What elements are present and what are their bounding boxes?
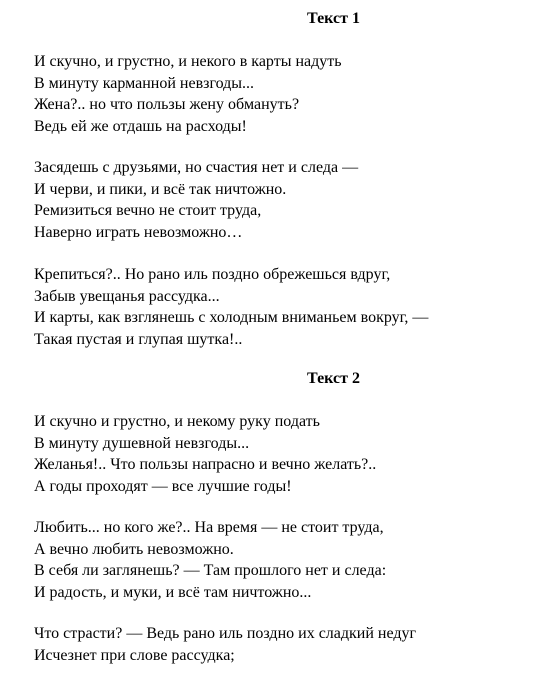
poem-line: В себя ли заглянешь? — Там прошлого нет и следа: — [34, 562, 387, 579]
poem-line: Такая пустая и глупая шутка!.. — [34, 330, 243, 348]
poem-line: Крепиться?.. Но рано иль поздно обрежешься вдруг, — [34, 266, 391, 283]
poem-line: И радость, и муки, и всё там ничтожно... — [34, 583, 312, 601]
text2-heading-label: Текст 2 — [307, 370, 360, 387]
poem-line: Засядешь с друзьями, но счастия нет и следа — — [34, 159, 359, 176]
text2-stanza-3 — [34, 623, 416, 666]
text1-heading-label: Текст 1 — [307, 10, 360, 27]
text1-stanza-3 — [34, 264, 428, 350]
text2-heading — [0, 369, 553, 389]
text1-stanza-1 — [34, 51, 342, 137]
poem-line: И скучно, и грустно, и некого в карты надуть — [34, 53, 342, 70]
text1-stanza-2 — [34, 157, 358, 243]
poem-line: А годы проходят — все лучшие годы! — [34, 477, 292, 495]
poem-line: И карты, как взглянешь с холодным вниманьем вокруг, — — [34, 309, 429, 326]
poem-line: Жена?.. но что пользы жену обмануть? — [34, 96, 300, 113]
text1-heading — [0, 9, 553, 29]
poem-line: А вечно любить невозможно. — [34, 540, 234, 558]
text2-stanza-2 — [34, 517, 386, 603]
poem-line: Ведь ей же отдашь на расходы! — [34, 117, 247, 135]
poem-line: И черви, и пики, и всё так ничтожно. — [34, 180, 287, 198]
poem-line: Забыв увещанья рассудка... — [34, 287, 220, 305]
text2-stanza-1 — [34, 411, 376, 497]
poem-line: Ремизиться вечно не стоит труда, — [34, 202, 262, 219]
poem-line: В минуту карманной невзгоды... — [34, 74, 255, 92]
poem-line: И скучно и грустно, и некому руку подать — [34, 413, 320, 430]
poem-line: Желанья!.. Что пользы напрасно и вечно желать?.. — [34, 456, 377, 473]
poem-line: В минуту душевной невзгоды... — [34, 434, 250, 452]
poem-line: Исчезнет при слове рассудка; — [34, 646, 235, 664]
poem-line: Что страсти? — Ведь рано иль поздно их сладкий недуг — [34, 625, 417, 642]
poem-line: Наверно играть невозможно… — [34, 223, 243, 241]
poem-line: Любить... но кого же?.. На время — не стоит труда, — [34, 519, 384, 536]
